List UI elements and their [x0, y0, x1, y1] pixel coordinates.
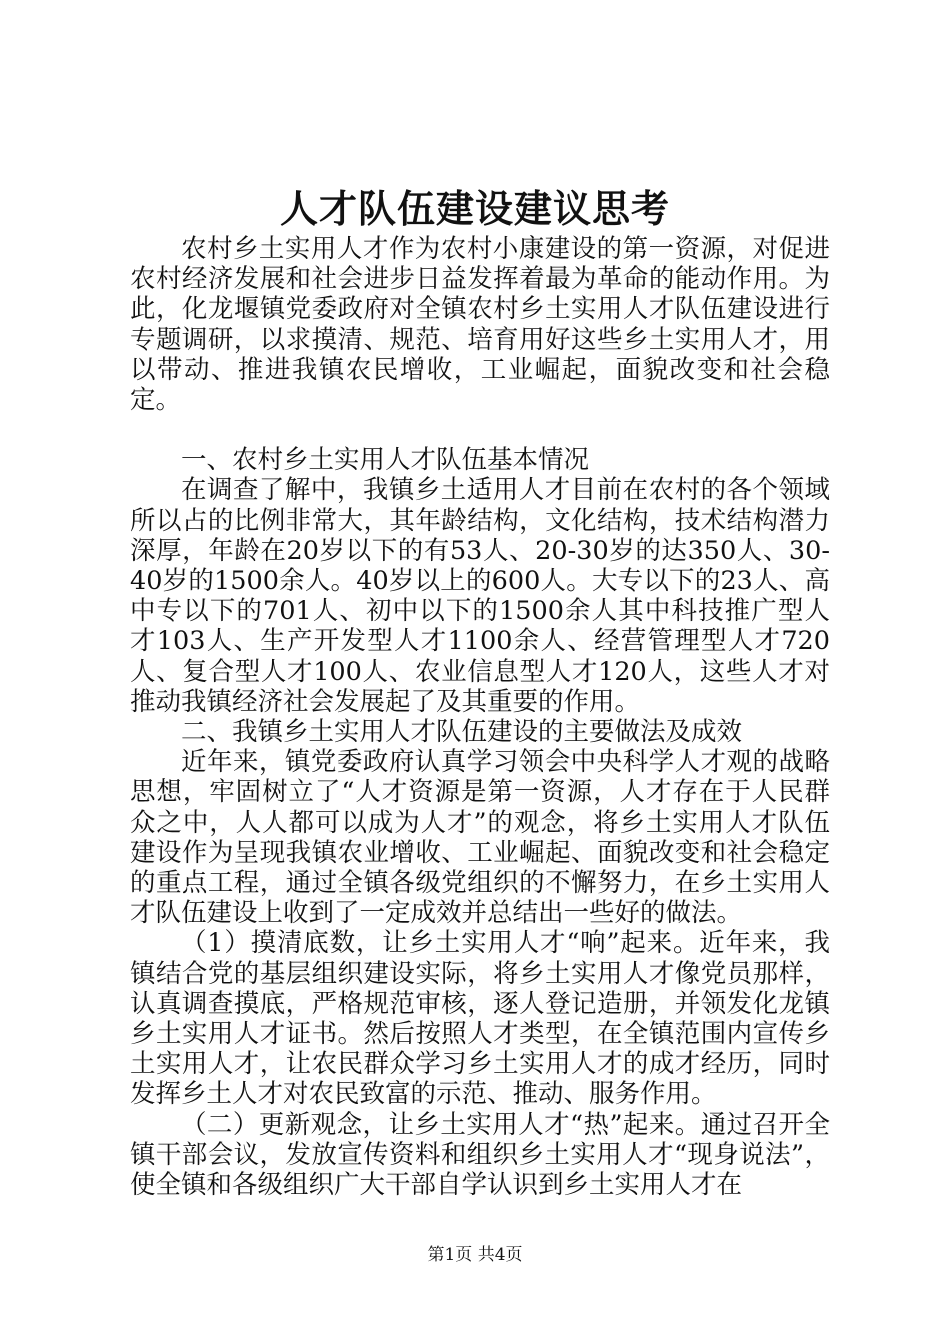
intro-paragraph: 农村乡土实用人才作为农村小康建设的第一资源，对促进农村经济发展和社会进步日益发挥着最为革命的能动作用。为此，化龙堰镇党委政府对全镇农村乡土实用人才队伍建设进行专题调研，以求摸清、规范、培育用好这些乡土实用人才，用以带动、推进我镇农民增收，工业崛起，面貌改变和社会稳定。	[130, 234, 830, 416]
section-heading-1: 一、农村乡土实用人才队伍基本情况	[181, 445, 590, 476]
document-body	[130, 234, 830, 1200]
body-paragraph: （1）摸清底数，让乡土实用人才“响”起来。近年来，我镇结合党的基层组织建设实际，将乡土实用人才像党员那样，认真调查摸底，严格规范审核，逐人登记造册，并领发化龙镇乡土实用人才证书。然后按照人才类型，在全镇范围内宣传乡土实用人才，让农民群众学习乡土实用人才的成才经历，同时发挥乡土人才对农民致富的示范、推动、服务作用。	[130, 928, 830, 1110]
section-heading-2: 二、我镇乡土实用人才队伍建设的主要做法及成效	[181, 717, 743, 748]
body-paragraph: （二）更新观念，让乡土实用人才“热”起来。通过召开全镇干部会议，发放宣传资料和组织乡土实用人才“现身说法”，使全镇和各级组织广大干部自学认识到乡土实用人才在	[130, 1109, 830, 1201]
body-paragraph: 在调查了解中，我镇乡土适用人才目前在农村的各个领域所以占的比例非常大，其年龄结构，文化结构，技术结构潜力深厚，年龄在20岁以下的有53人、20-30岁的达350人、30-40岁的1500余人。40岁以上的600人。大专以下的23人、高中专以下的701人、初中以下的1500余人其中科技推广型人才103人、生产开发型人才1100余人、经营管理型人才720人、复合型人才100人、农业信息型人才120人，这些人才对推动我镇经济社会发展起了及其重要的作用。	[130, 475, 830, 717]
body-paragraph: 近年来，镇党委政府认真学习领会中央科学人才观的战略思想，牢固树立了“人才资源是第一资源，人才存在于人民群众之中，人人都可以成为人才”的观念，将乡土实用人才队伍建设作为呈现我镇农业增收、工业崛起、面貌改变和社会稳定的重点工程，通过全镇各级党组织的不懈努力，在乡土实用人才队伍建设上收到了一定成效并总结出一些好的做法。	[130, 747, 830, 929]
document-title: 人才队伍建设建议思考	[279, 186, 670, 231]
page-footer: 第1页 共4页	[427, 1245, 523, 1265]
